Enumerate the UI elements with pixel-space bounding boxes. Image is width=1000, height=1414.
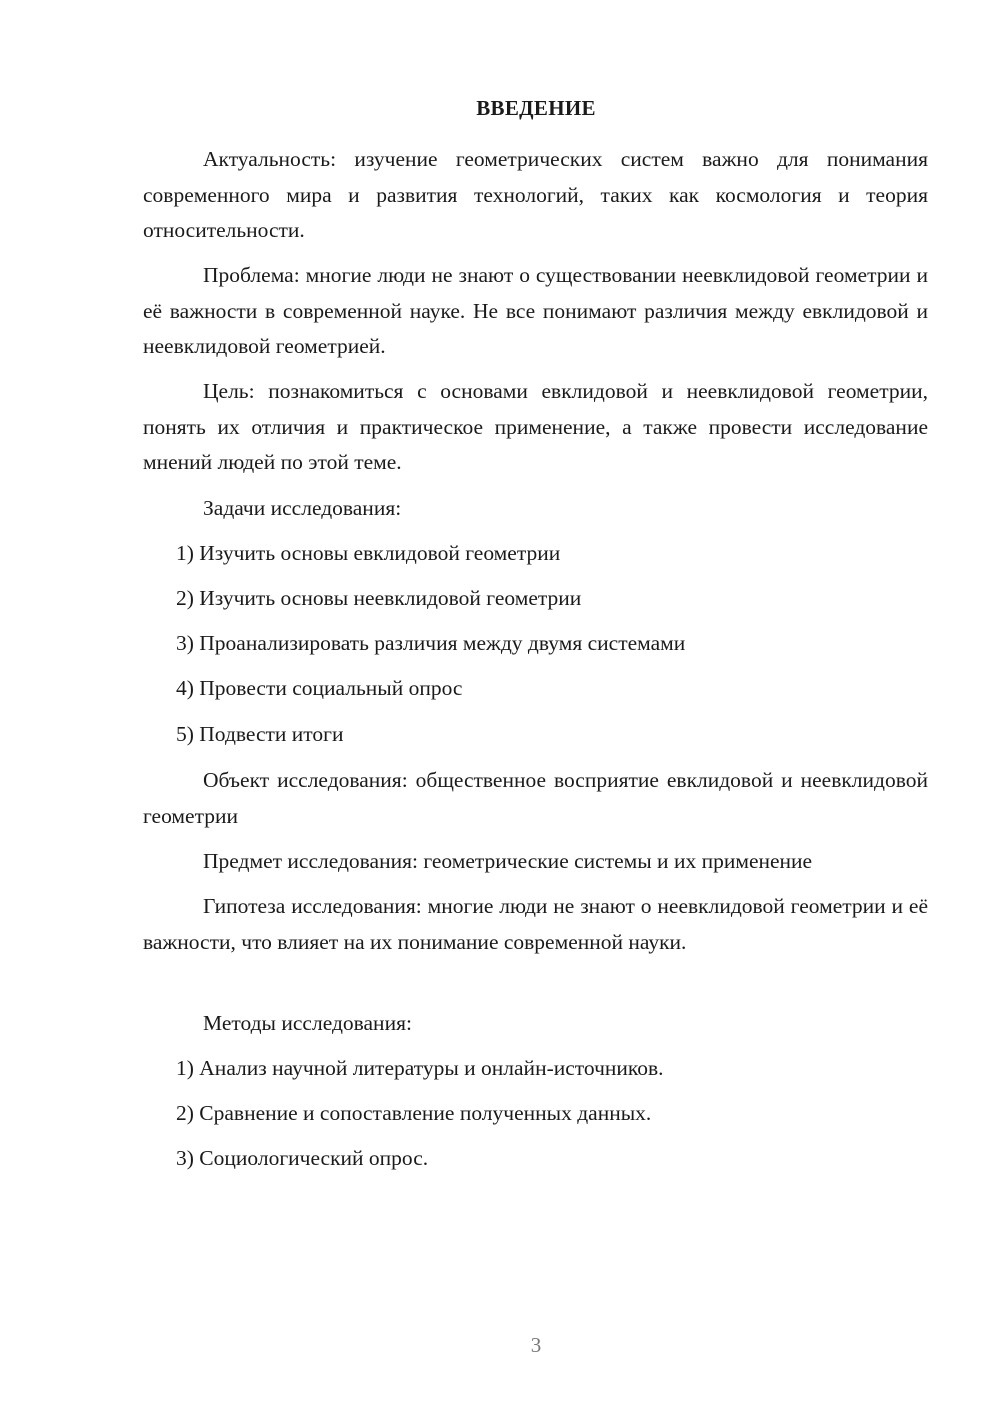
method-item: 3) Социологический опрос. — [176, 1146, 429, 1170]
task-item: 4) Провести социальный опрос — [176, 676, 463, 700]
task-item: 1) Изучить основы евклидовой геометрии — [176, 541, 561, 565]
task-item: 5) Подвести итоги — [176, 722, 344, 746]
section-heading: ВВЕДЕНИЕ — [476, 96, 596, 120]
method-item: 1) Анализ научной литературы и онлайн-источников. — [176, 1056, 664, 1080]
methods-label: Методы исследования: — [203, 1011, 412, 1035]
page-number: 3 — [530, 1333, 542, 1357]
relevance-paragraph: Актуальность: изучение геометрических систем важно для понимания современного мира и развития технологий, таких как космология и теория относительности. — [143, 147, 928, 242]
tasks-label: Задачи исследования: — [203, 496, 402, 520]
method-item: 2) Сравнение и сопоставление полученных данных. — [176, 1101, 652, 1125]
subject-paragraph: Предмет исследования: геометрические системы и их применение — [203, 849, 813, 873]
problem-paragraph: Проблема: многие люди не знают о существовании неевклидовой геометрии и её важности в современной науке. Не все понимают различия между евклидовой и неевклидовой геометрией. — [143, 263, 928, 358]
goal-paragraph: Цель: познакомиться с основами евклидовой и неевклидовой геометрии, понять их отличия и практическое применение, а также провести исследование мнений людей по этой теме. — [143, 379, 928, 474]
task-item: 3) Проанализировать различия между двумя системами — [176, 631, 686, 655]
object-paragraph: Объект исследования: общественное восприятие евклидовой и неевклидовой геометрии — [143, 768, 928, 828]
task-item: 2) Изучить основы неевклидовой геометрии — [176, 586, 582, 610]
hypothesis-paragraph: Гипотеза исследования: многие люди не знают о неевклидовой геометрии и её важности, что влияет на их понимание современной науки. — [143, 894, 928, 954]
